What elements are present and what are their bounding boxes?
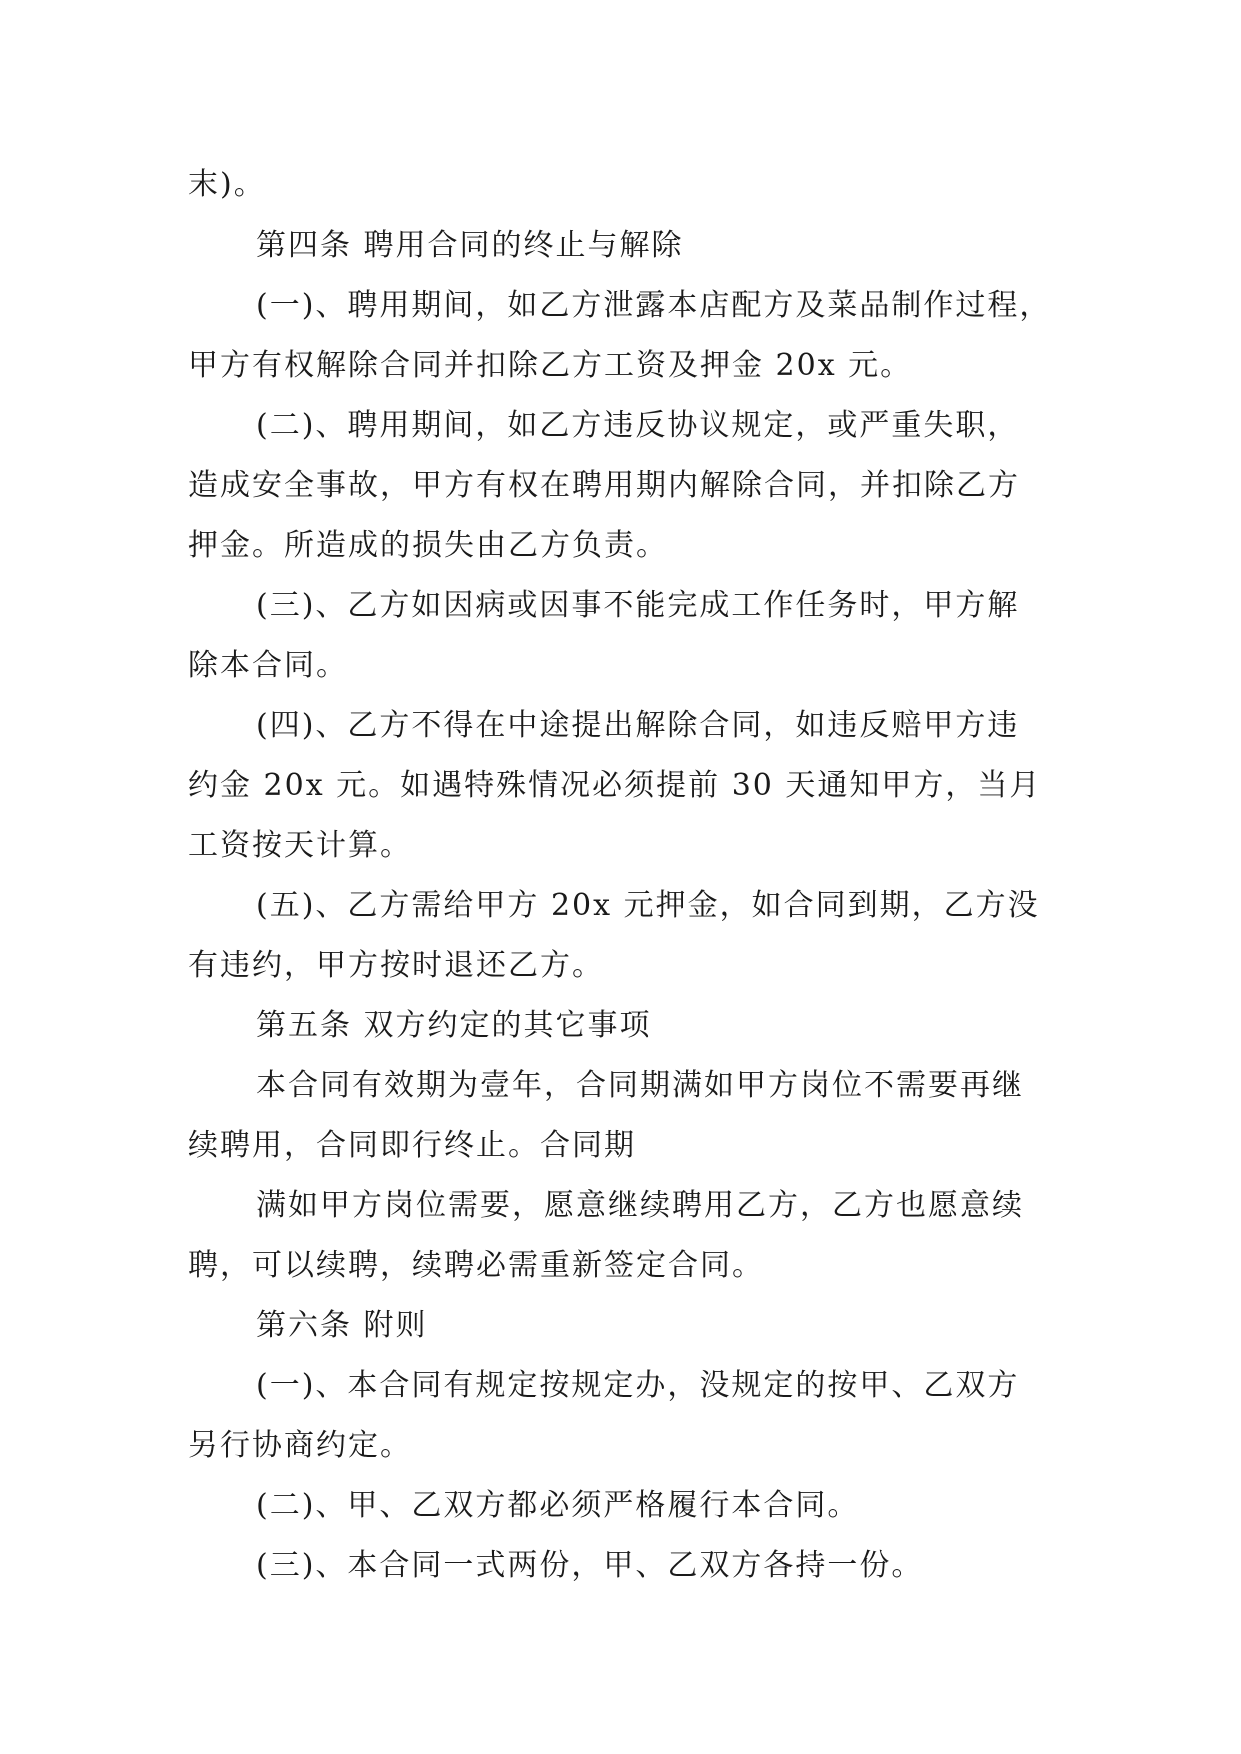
text-line: 工资按天计算。: [188, 828, 412, 863]
text-line: 押金。所造成的损失由乙方负责。: [188, 528, 668, 563]
text-line: (三)、乙方如因病或因事不能完成工作任务时，甲方解: [256, 588, 1020, 623]
text-line: (一)、聘用期间，如乙方泄露本店配方及菜品制作过程，: [256, 288, 1052, 323]
text-line: 约金 20x 元。如遇特殊情况必须提前 30 天通知甲方，当月: [188, 768, 1042, 803]
text-line: 聘，可以续聘，续聘必需重新签定合同。: [188, 1248, 764, 1283]
text-line: (一)、本合同有规定按规定办，没规定的按甲、乙双方: [256, 1368, 1020, 1403]
text-line: 满如甲方岗位需要，愿意继续聘用乙方，乙方也愿意续: [256, 1188, 1024, 1223]
text-line: (四)、乙方不得在中途提出解除合同，如违反赔甲方违: [256, 708, 1020, 743]
article-heading: 第四条 聘用合同的终止与解除: [256, 228, 684, 263]
text-line: (三)、本合同一式两份，甲、乙双方各持一份。: [256, 1548, 924, 1583]
text-line: 除本合同。: [188, 648, 348, 683]
text-line: 本合同有效期为壹年，合同期满如甲方岗位不需要再继: [256, 1068, 1024, 1103]
text-line: (二)、聘用期间，如乙方违反协议规定，或严重失职，: [256, 408, 1020, 443]
text-line: 末)。: [188, 167, 266, 202]
article-heading: 第六条 附则: [256, 1308, 428, 1343]
text-line: 有违约，甲方按时退还乙方。: [188, 948, 604, 983]
text-line: 甲方有权解除合同并扣除乙方工资及押金 20x 元。: [188, 348, 913, 383]
text-line: (五)、乙方需给甲方 20x 元押金，如合同到期，乙方没: [256, 888, 1040, 923]
text-line: 续聘用，合同即行终止。合同期: [188, 1128, 636, 1163]
text-line: (二)、甲、乙双方都必须严格履行本合同。: [256, 1488, 860, 1523]
text-line: 另行协商约定。: [188, 1428, 412, 1463]
text-line: 造成安全事故，甲方有权在聘用期内解除合同，并扣除乙方: [188, 468, 1020, 503]
article-heading: 第五条 双方约定的其它事项: [256, 1008, 652, 1043]
